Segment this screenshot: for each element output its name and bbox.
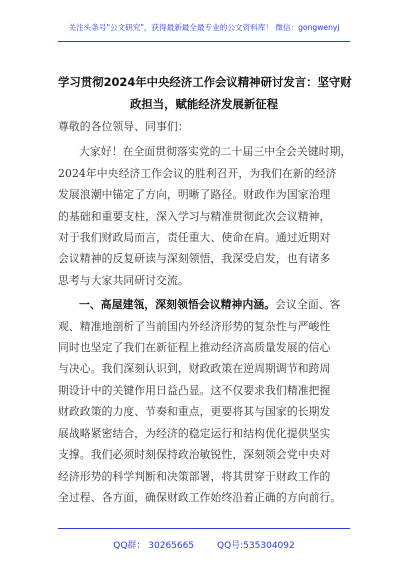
footer-divider [58,528,350,529]
paragraph-line: 的基础和重要支柱，深入学习与精准贯彻此次会议精神， [58,209,331,223]
header-notice: 关注头条号"公文研究"，获得最新最全最专业的公文资料库！ 微信：gongwenyj [68,23,340,32]
paragraph-line: 思考与大家共同研讨交流。 [58,273,189,287]
footer [0,538,408,551]
paragraph-line: 期设计中的关键作用日益凸显。这不仅要求我们精准把握 [58,383,331,397]
paragraph-1 [58,141,350,291]
title-line: 学习贯彻2024年中央经济工作会议精神研讨发言：坚守财 [58,75,352,89]
document-body [58,116,350,508]
paragraph-line: 观、精准地剖析了当前国内外经济形势的复杂性与严峻性 [58,319,331,333]
section-heading: 一、高屋建瓴，深刻领悟会议精神内涵。 [79,298,276,312]
paragraph-line: 与决心。我们深刻认识到，财政政策在逆周期调节和跨周 [58,362,331,376]
paragraph-line: 展战略紧密结合，为经济的稳定运行和结构优化提供坚实 [58,426,331,440]
paragraph-line: 财政政策的力度、节奏和重点，更要将其与国家的长期发 [58,405,331,419]
footer-qq-group: QQ群： 30265665 [113,541,195,551]
paragraph-line: 经济形势的科学判断和决策部署，将其贯穿于财政工作的 [58,469,331,483]
paragraph-line: 大家好！在全面贯彻落实党的二十届三中全会关键时期， [79,145,352,159]
salutation: 尊敬的各位领导、同事们： [58,120,189,133]
paragraph-line [58,294,350,315]
paragraph-line: 全过程、各方面，确保财政工作始终沿着正确的方向前行。 [58,490,342,504]
footer-qq-number: QQ号:535304092 [216,541,295,551]
paragraph-text: 会议全面、客 [275,298,341,312]
document-title [58,71,350,115]
paragraph-line: 支撑。我们必须时刻保持政治敏锐性，深刻领会党中央对 [58,448,331,462]
paragraph-line: 同时也坚定了我们在新征程上推动经济高质量发展的信心 [58,341,331,355]
paragraph-line: 对于我们财政局而言，责任重大、使命在肩。通过近期对 [58,231,331,245]
paragraph-2 [58,294,350,508]
paragraph-line: 2024年中央经济工作会议的胜利召开，为我们在新的经济 [58,166,337,180]
title-line: 政担当，赋能经济发展新征程 [129,97,279,111]
paragraph-line: 发展浪潮中锚定了方向，明晰了路径。财政作为国家治理 [58,188,331,202]
paragraph-line: 会议精神的反复研读与深刻领悟，我深受启发，也有诸多 [58,252,331,266]
header-divider [58,41,350,42]
